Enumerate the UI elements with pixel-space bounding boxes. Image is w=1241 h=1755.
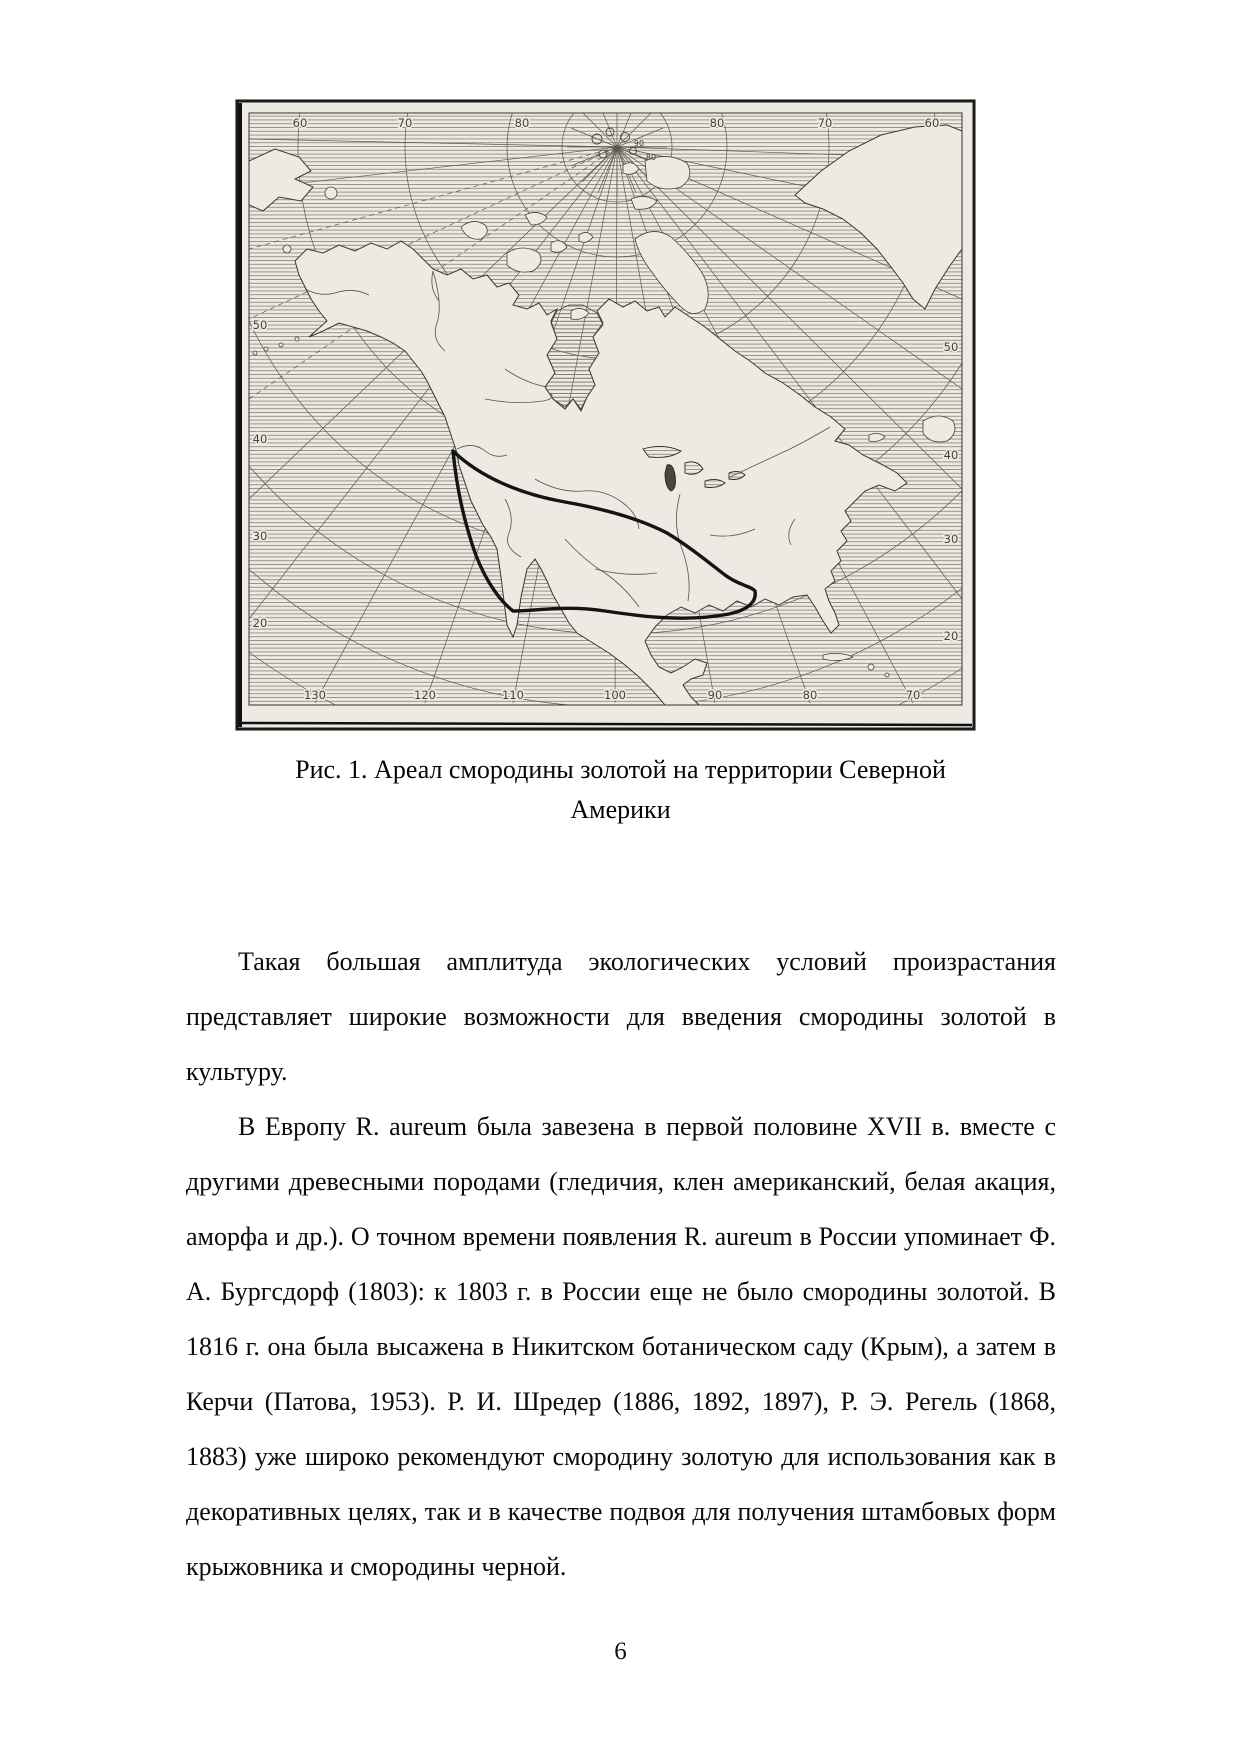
right-label: 40 xyxy=(943,448,959,462)
bottom-label: 110 xyxy=(502,688,524,702)
right-label: 30 xyxy=(943,532,959,546)
left-label: 30 xyxy=(252,529,268,543)
victoria-island xyxy=(507,248,541,272)
map-figure xyxy=(235,99,976,731)
bottom-label: 100 xyxy=(604,688,626,702)
bottom-label: 120 xyxy=(414,688,436,702)
puerto-rico xyxy=(885,673,889,677)
pole-label: 80 xyxy=(645,153,657,162)
figure-caption-line1: Рис. 1. Ареал смородины золотой на территории Северной xyxy=(295,755,946,784)
bottom-label: 70 xyxy=(905,688,921,702)
north-america-range-map xyxy=(235,99,976,731)
body-text xyxy=(186,934,1056,1594)
figure-caption xyxy=(185,750,1056,830)
top-label: 80 xyxy=(709,116,725,130)
left-label: 20 xyxy=(252,616,268,630)
bottom-label: 90 xyxy=(707,688,723,702)
newfoundland-island xyxy=(923,416,955,442)
bottom-label: 80 xyxy=(802,688,818,702)
st-lawrence-island xyxy=(283,245,291,253)
page-number: 6 xyxy=(614,1638,627,1665)
paragraph-2: В Европу R. aureum была завезена в первой половине XVII в. вместе с другими древесными породами (гледичия, клен американский, белая акация, аморфа и др.). О точном времени появления R. aureum в России упоминает Ф. А. Бургсдорф (1803): к 1803 г. в России еще не было смородины золотой. В 1816 г. она была высажена в Никитском ботаническом саду (Крым), а затем в Керчи (Патова, 1953). Р. И. Шредер (1886, 1892, 1897), Р. Э. Регель (1868, 1883) уже широко рекомендуют смородину золотую для использования как в декоративных целях, так и в качестве подвоя для получения штамбовых форм крыжовника и смородины черной. xyxy=(186,1112,1056,1581)
pole-label: 90 xyxy=(633,139,645,148)
top-label: 60 xyxy=(924,116,940,130)
left-label: 40 xyxy=(252,432,268,446)
top-label: 60 xyxy=(292,116,308,130)
wrangel-island xyxy=(325,187,337,199)
top-label: 70 xyxy=(817,116,833,130)
bottom-label: 130 xyxy=(304,688,326,702)
right-label: 50 xyxy=(943,340,959,354)
left-label: 50 xyxy=(252,318,268,332)
top-label: 70 xyxy=(397,116,413,130)
hispaniola xyxy=(868,664,874,670)
paragraph-1: Такая большая амплитуда экологических условий произрастания представляет широкие возможности для введения смородины золотой в культуру. xyxy=(186,947,1056,1086)
right-label: 20 xyxy=(943,629,959,643)
top-label: 80 xyxy=(514,116,530,130)
figure-caption-line2: Америки xyxy=(570,795,671,824)
